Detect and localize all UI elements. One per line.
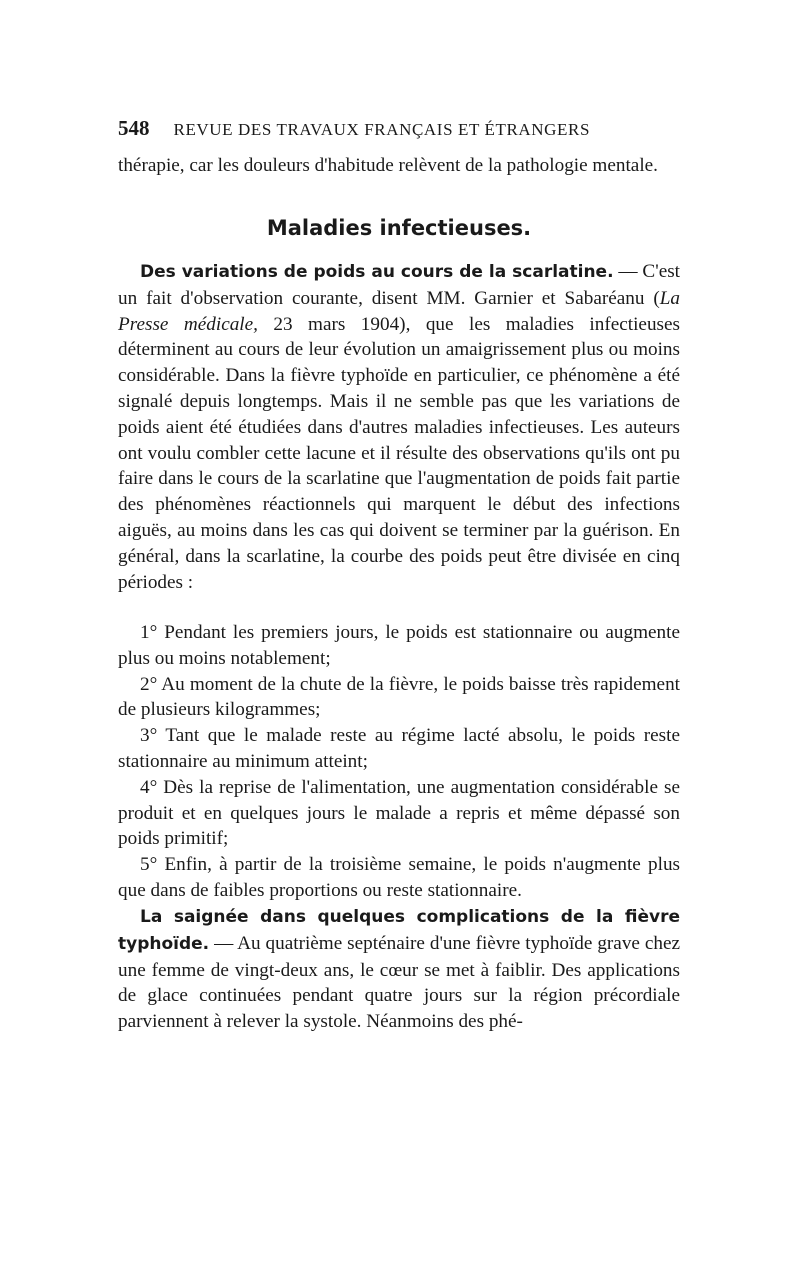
article-text-after: 23 mars 1904), que les maladies infectieuses déterminent au cours de leur évolution un amaigrissement plus ou moins considérable. Dans la fièvre typhoïde en particulier, ce phénomène a été signalé depuis longtemps. Mais il ne semble pas que les variations de poids aient été étudiées dans d'autres maladies infectieuses. Les auteurs ont voulu combler cette lacune et il résulte des observations qu'ils ont pu faire dans le cours de la scarlatine que l'augmentation de poids fait partie des phénomènes réactionnels qui marquent le début des infections aiguës, au moins dans les cas qui doivent se terminer par la guérison. En général, dans la scarlatine, la courbe des poids peut être divisée en cinq périodes : [118,313,680,593]
period-item: 5° Enfin, à partir de la troisième semaine, le poids n'augmente plus que dans de faibles proportions ou reste stationnaire. [118,854,680,901]
article-heading: La saignée dans quelques complications de la fièvre typhoïde. [118,907,680,954]
journal-title: La Presse médicale, [118,287,680,335]
periods-list [118,620,680,904]
article-saignee [118,904,680,1035]
intro-text: thérapie, car les douleurs d'habitude relèvent de la pathologie mentale. [118,155,658,176]
page-number: 548 [118,116,150,140]
running-title: REVUE DES TRAVAUX FRANÇAIS ET ÉTRANGERS [173,120,590,139]
intro-paragraph [118,153,680,179]
period-item: 3° Tant que le malade reste au régime lacté absolu, le poids reste stationnaire au minimum atteint; [118,725,680,772]
article-text-before: — C'est un fait d'observation courante, disent MM. Garnier et Sabaréanu ( [118,261,681,309]
article-heading: Des variations de poids au cours de la scarlatine. [140,262,614,282]
period-item: 4° Dès la reprise de l'alimentation, une augmentation considérable se produit et en quelques jours le malade a repris et même dépassé son poids primitif; [118,776,680,850]
period-item: 2° Au moment de la chute de la fièvre, le poids baisse très rapidement de plusieurs kilogrammes; [118,673,680,721]
section-title: Maladies infectieuses. [266,216,532,240]
period-item: 1° Pendant les premiers jours, le poids est stationnaire ou augmente plus ou moins notablement; [118,622,680,669]
running-header [118,116,680,141]
article-scarlatine [118,259,680,595]
article-text: — Au quatrième septénaire d'une fièvre typhoïde grave chez une femme de vingt-deux ans, le cœur se met à faiblir. Des applications de glace continuées pendant quatre jours sur la région précordiale parviennent à relever la systole. Néanmoins des phé- [118,932,680,1033]
